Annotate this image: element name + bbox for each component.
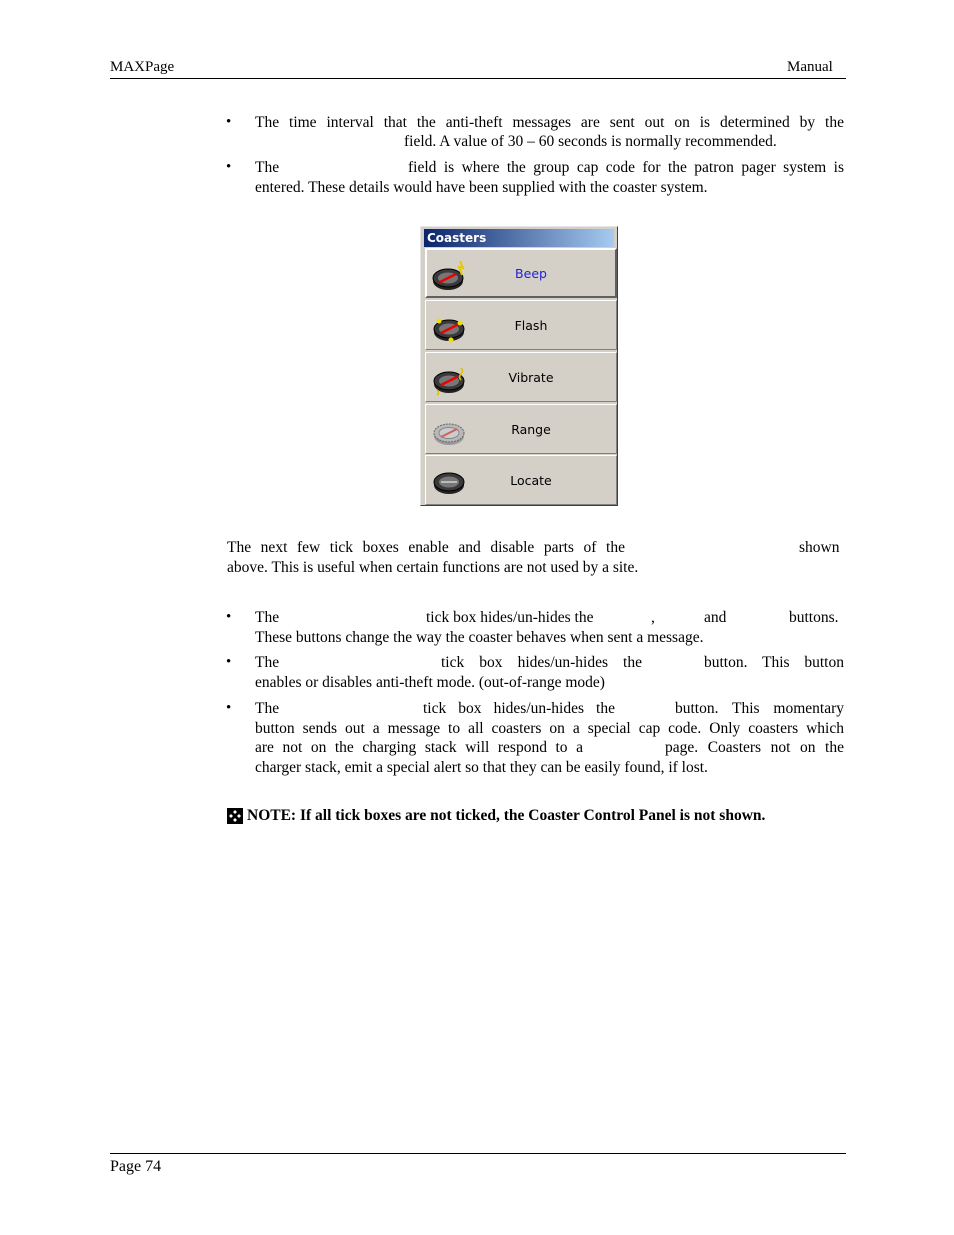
bullet-buttons-and: and bbox=[704, 609, 727, 626]
bullet-capcode-line1: field is where the group cap code for the patron pager system is bbox=[408, 159, 844, 176]
bullet-locate-the: The bbox=[255, 700, 280, 717]
bullet-marker: • bbox=[226, 159, 232, 175]
header-manual: Manual bbox=[787, 59, 833, 75]
bullet-marker: • bbox=[226, 654, 232, 670]
beep-button[interactable] bbox=[425, 248, 617, 298]
coasters-panel-title: Coasters bbox=[424, 229, 614, 247]
bullet-buttons-line2: These buttons change the way the coaster behaves when sent a message. bbox=[255, 629, 704, 646]
intro-line1-end: shown bbox=[799, 539, 840, 556]
bullet-range-the: The bbox=[255, 654, 280, 671]
intro-line2: above. This is useful when certain functions are not used by a site. bbox=[227, 559, 639, 576]
bullet-range-end: button. This button bbox=[704, 654, 844, 671]
bullet-locate-line4: charger stack, emit a special alert so that they can be easily found, if lost. bbox=[255, 759, 708, 776]
range-label: Range bbox=[511, 421, 551, 437]
bullet-capcode-line2: entered. These details would have been supplied with the coaster system. bbox=[255, 179, 708, 196]
locate-label: Locate bbox=[510, 472, 552, 488]
vibrate-label: Vibrate bbox=[508, 369, 554, 385]
bullet-locate-line3-start: are not on the charging stack will respond to a bbox=[255, 739, 583, 756]
coaster-beep-icon bbox=[430, 257, 470, 293]
bullet-locate-text: tick box hides/un-hides the bbox=[423, 700, 615, 717]
bullet-locate-line2: button sends out a message to all coasters on a special cap code. Only coasters which bbox=[255, 720, 844, 737]
locate-button[interactable] bbox=[425, 455, 617, 505]
bullet-buttons-text: tick box hides/un-hides the bbox=[426, 609, 594, 626]
note-text: NOTE: If all tick boxes are not ticked, the Coaster Control Panel is not shown. bbox=[247, 807, 766, 824]
bullet-marker: • bbox=[226, 114, 232, 130]
page-number: Page 74 bbox=[110, 1158, 162, 1175]
coaster-locate-icon bbox=[429, 463, 469, 499]
bullet-marker: • bbox=[226, 700, 232, 716]
coaster-vibrate-icon bbox=[429, 360, 469, 396]
header-title: MAXPage bbox=[110, 59, 175, 75]
note bbox=[227, 806, 765, 826]
bullet-buttons-end: buttons. bbox=[789, 609, 839, 626]
flash-button[interactable] bbox=[425, 300, 617, 350]
diamond-bullet-icon bbox=[227, 808, 243, 824]
bullet-capcode-the: The bbox=[255, 159, 280, 176]
bullet-marker: • bbox=[226, 609, 232, 625]
range-button[interactable] bbox=[425, 404, 617, 454]
bullet-interval-line1: The time interval that the anti-theft messages are sent out on is determined by the bbox=[255, 114, 844, 131]
intro-line1-start: The next few tick boxes enable and disable parts of the bbox=[227, 539, 625, 556]
bullet-locate-end: button. This momentary bbox=[675, 700, 844, 717]
header-rule bbox=[110, 78, 846, 79]
bullet-range-text: tick box hides/un-hides the bbox=[441, 654, 642, 671]
bullet-buttons-the: The bbox=[255, 609, 280, 626]
coaster-range-icon bbox=[429, 412, 469, 448]
beep-label: Beep bbox=[515, 265, 547, 281]
bullet-locate-line3-end: page. Coasters not on the bbox=[665, 739, 844, 756]
bullet-buttons-comma: , bbox=[651, 609, 655, 626]
vibrate-button[interactable] bbox=[425, 352, 617, 402]
footer-rule bbox=[110, 1153, 846, 1154]
flash-label: Flash bbox=[514, 317, 548, 333]
coasters-panel bbox=[420, 226, 618, 506]
coaster-flash-icon bbox=[429, 308, 469, 344]
bullet-interval-line2: field. A value of 30 – 60 seconds is normally recommended. bbox=[404, 133, 777, 150]
bullet-range-line2: enables or disables anti-theft mode. (out-of-range mode) bbox=[255, 674, 605, 691]
